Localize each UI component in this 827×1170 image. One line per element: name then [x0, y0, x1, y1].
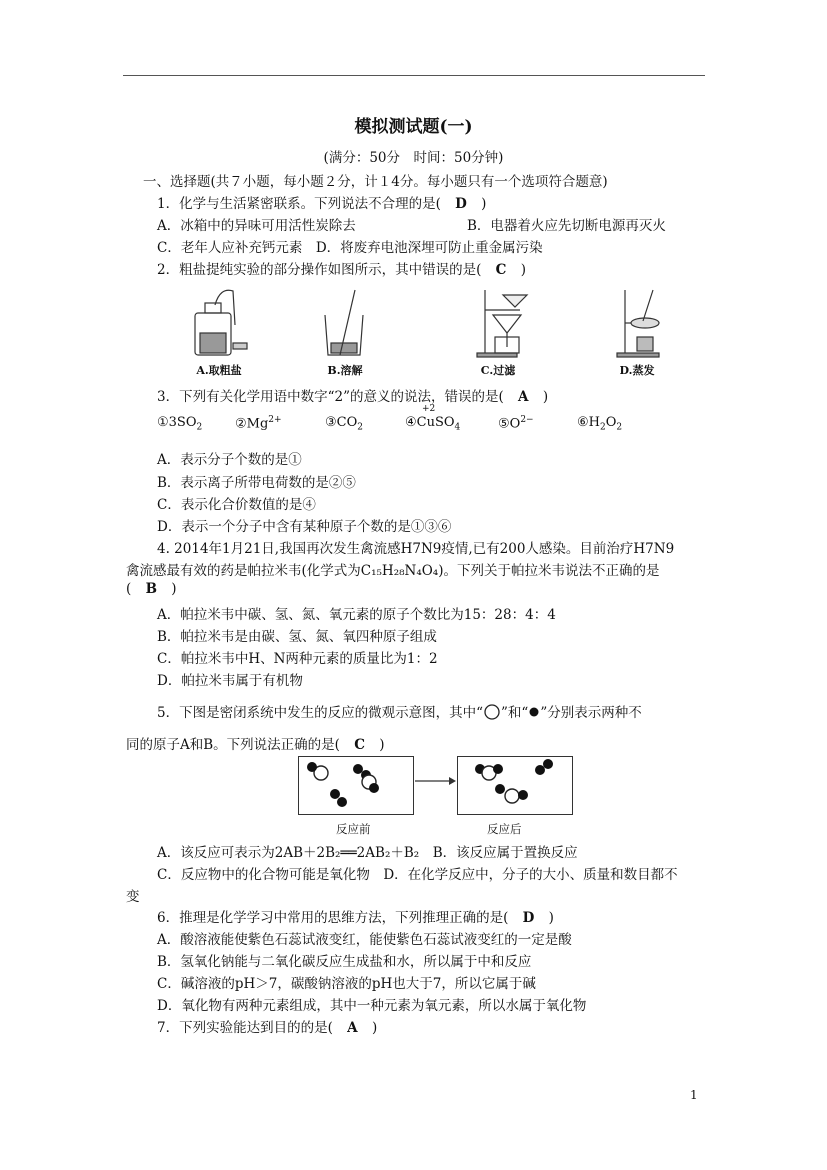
q6-option-d: D．氧化物有两种元素组成，其中一种元素为氧元素，所以水属于氧化物 — [157, 998, 587, 1014]
q3-option-b: B．表示离子所带电荷数的是②⑤ — [157, 475, 356, 491]
q5-text-a: 5．下图是密闭系统中发生的反应的微观示意图，其中“ — [157, 705, 483, 721]
black-circle-icon — [528, 706, 540, 718]
reaction-before-label: 反应前 — [336, 822, 371, 836]
page-number: 1 — [690, 1088, 698, 1102]
caption-a: A.取粗盐 — [196, 364, 242, 377]
formula-3 — [325, 415, 363, 433]
formula-1-sub: 2 — [196, 422, 203, 433]
section-heading: 一、选择题(共７小题，每小题２分，计１4分。每小题只有一个选项符合题意) — [143, 174, 608, 190]
caption-b: B.溶解 — [327, 364, 363, 377]
formula-5 — [498, 415, 534, 431]
white-circle-icon — [483, 704, 501, 720]
reaction-arrow-icon — [413, 775, 457, 787]
formula-2 — [235, 415, 282, 431]
q5-stem: 同的原子A和B。下列说法正确的是( — [126, 737, 340, 753]
formula-1 — [157, 415, 202, 433]
q4-line-1: 4. 2014年1月21日,我国再次发生禽流感H7N9疫情,已有200人感染。目前治疗H7N9 — [157, 541, 675, 557]
q6-option-b: B．氢氧化钠能与二氧化碳反应生成盐和水，所以属于中和反应 — [157, 954, 532, 970]
q3-option-d: D．表示一个分子中含有某种原子个数的是①③⑥ — [157, 519, 452, 535]
q3-stem: 3．下列有关化学用语中数字“2”的意义的说法，错误的是( — [157, 389, 504, 405]
top-rule — [123, 75, 705, 76]
reagent-bottle-icon — [195, 290, 247, 355]
q3-close: ) — [542, 389, 549, 405]
formula-2-text: ②Mg — [235, 416, 269, 432]
q4-line-3 — [126, 581, 177, 597]
q1-option-cd: C．老年人应补充钙元素 D．将废弃电池深埋可防止重金属污染 — [157, 240, 543, 256]
question-6 — [157, 906, 554, 926]
q4-answer: B — [145, 581, 157, 597]
formula-5-text: ⑤O — [498, 416, 521, 432]
page-subtitle: (满分：50分 时间：50分钟) — [323, 150, 504, 166]
q3-option-a: A．表示分子个数的是① — [157, 452, 302, 468]
q1-option-a: A．冰箱中的异味可用活性炭除去 — [157, 218, 356, 234]
formula-3-text: ③CO — [325, 415, 358, 430]
q3-answer: A — [518, 389, 529, 405]
formula-3-sub: 2 — [357, 422, 363, 433]
formula-4-valence: +2 — [422, 404, 436, 414]
q1-answer: D — [455, 196, 467, 212]
q4-option-d: D．帕拉米韦属于有机物 — [157, 673, 303, 689]
q6-option-c: C．碱溶液的pH＞7，碳酸钠溶液的pH也大于7，所以它属于碱 — [157, 976, 536, 992]
formula-4-text: ④CuSO — [405, 415, 455, 430]
q5-answer: C — [354, 737, 365, 753]
beaker-icon — [325, 290, 363, 355]
q4-option-b: B．帕拉米韦是由碳、氢、氮、氧四种原子组成 — [157, 629, 437, 645]
formula-4-sub: 4 — [454, 422, 461, 433]
q4-option-c: C．帕拉米韦中H、N两种元素的质量比为1：2 — [157, 651, 438, 667]
question-1 — [157, 192, 486, 212]
formula-6 — [577, 415, 622, 433]
formula-6-o: O — [605, 415, 617, 430]
q1-option-b: B．电器着火应先切断电源再灭火 — [467, 218, 666, 234]
q7-answer: A — [347, 1020, 358, 1036]
caption-c: C.过滤 — [480, 364, 516, 377]
q5-option-cd: C．反应物中的化合物可能是氧化物 D．在化学反应中，分子的大小、质量和数目都不 — [157, 867, 678, 883]
q7-stem: 7．下列实验能达到目的的是( — [157, 1020, 333, 1036]
page-title: 模拟测试题(一) — [354, 117, 473, 137]
q3-option-c: C．表示化合价数值的是④ — [157, 497, 316, 513]
q6-option-a: A．酸溶液能使紫色石蕊试液变红，能使紫色石蕊试液变红的一定是酸 — [157, 932, 572, 948]
q4-option-a: A．帕拉米韦中碳、氢、氮、氧元素的原子个数比为15：28：4：4 — [157, 607, 556, 623]
q6-answer: D — [522, 910, 535, 926]
q5-option-cd-cont: 变 — [126, 889, 140, 905]
reaction-after-molecules — [458, 757, 572, 814]
q4-open: ( — [126, 581, 132, 597]
q4-close: ) — [171, 581, 177, 597]
q5-text-c: ”分别表示两种不 — [540, 705, 642, 721]
q2-stem: 2．粗盐提纯实验的部分操作如图所示，其中错误的是( — [157, 262, 482, 278]
q5-option-ab: A．该反应可表示为2AB＋2B₂══2AB₂＋B₂ B．该反应属于置换反应 — [157, 845, 578, 861]
q5-close: ) — [379, 737, 385, 753]
q5-line-2 — [126, 733, 385, 753]
reaction-before-box — [298, 756, 414, 815]
caption-d: D.蒸发 — [619, 364, 655, 377]
formula-5-sup: 2− — [520, 415, 534, 425]
q6-close: ) — [548, 910, 554, 926]
formula-6-sub-h: 2 — [600, 422, 606, 433]
reaction-after-label: 反应后 — [487, 822, 522, 836]
q6-stem: 6．推理是化学学习中常用的思维方法，下列推理正确的是( — [157, 910, 509, 926]
question-3 — [157, 385, 548, 405]
formula-6-sub-o: 2 — [616, 422, 623, 433]
q2-close: ) — [520, 262, 526, 278]
formula-6-text: ⑥H — [577, 415, 600, 430]
filtration-icon — [477, 290, 527, 357]
lab-operations-figure — [185, 285, 675, 365]
formula-4 — [405, 404, 461, 433]
q2-answer: C — [495, 262, 507, 278]
q4-line-2: 禽流感最有效的药是帕拉米韦(化学式为C₁₅H₂₈N₄O₄)。下列关于帕拉米韦说法不正确的是 — [126, 563, 660, 579]
reaction-after-box — [457, 756, 573, 815]
q1-stem: 1．化学与生活紧密联系。下列说法不合理的是( — [157, 196, 441, 212]
q1-close: ) — [481, 196, 487, 212]
question-2 — [157, 258, 526, 278]
formula-2-sup: 2+ — [268, 415, 282, 425]
question-7 — [157, 1016, 377, 1036]
formula-1-text: ①3SO — [157, 415, 197, 430]
q7-close: ) — [371, 1020, 378, 1036]
reaction-before-molecules — [299, 757, 413, 814]
q5-line-1 — [157, 701, 642, 721]
q5-text-b: ”和“ — [501, 705, 529, 721]
evaporation-icon — [617, 290, 659, 357]
